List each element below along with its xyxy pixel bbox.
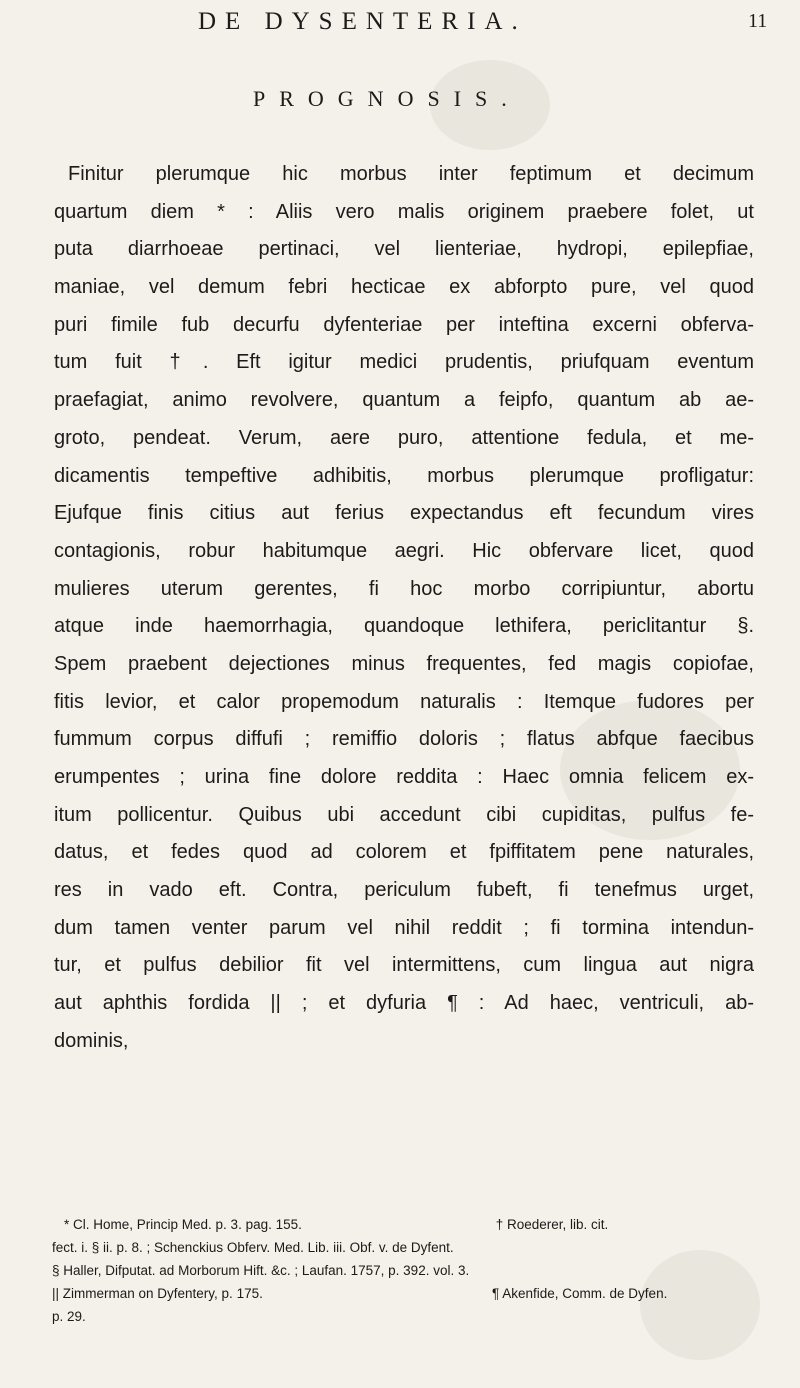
text-line: mulieres uterum gerentes, fi hoc morbo corripiuntur, abortu [54, 577, 754, 600]
text-line: Spem praebent dejectiones minus frequentes, fed magis copiofae, [54, 652, 754, 675]
footnote-roederer: † Roederer, lib. cit. [495, 1217, 609, 1232]
text-line: datus, et fedes quod ad colorem et fpiffitatem pene naturales, [54, 841, 754, 864]
text-line: itum pollicentur. Quibus ubi accedunt cibi cupiditas, pulfus fe- [54, 803, 754, 826]
footnote-row [52, 1213, 754, 1236]
footnote-zimmerman: || Zimmerman on Dyfentery, p. 175. [52, 1286, 263, 1301]
footnote-row [52, 1282, 754, 1305]
text-line: Ejufque finis citius aut ferius expectandus eft fecundum vires [54, 502, 754, 525]
text-line: groto, pendeat. Verum, aere puro, attentione fedula, et me- [54, 426, 754, 449]
text-line: erumpentes ; urina fine dolore reddita : Haec omnia felicem ex- [54, 766, 754, 788]
text-line: dum tamen venter parum vel nihil reddit ; fi tormina intendun- [54, 916, 754, 939]
footnote-haller: § Haller, Difputat. ad Morborum Hift. &c. ; Laufan. 1757, p. 392. vol. 3. [52, 1263, 470, 1278]
text-line: puri fimile fub decurfu dyfenteriae per inteftina excerni obferva- [54, 313, 754, 336]
catchword: dominis, [54, 1029, 129, 1052]
text-line: dicamentis tempeftive adhibitis, morbus plerumque profligatur: [54, 464, 754, 487]
text-line: aut aphthis fordida || ; et dyfuria ¶ : Ad haec, ventriculi, ab- [54, 992, 754, 1015]
running-head: DE DYSENTERIA. [198, 8, 527, 35]
footnote-continuation: p. 29. [52, 1309, 86, 1324]
text-line: quartum diem * : Aliis vero malis originem praebere folet, ut [54, 200, 754, 223]
text-line: fummum corpus diffufi ; remiffio doloris ; flatus abfque faecibus [54, 728, 754, 751]
footnote-continuation: fect. i. § ii. p. 8. ; Schenckius Obferv. Med. Lib. iii. Obf. v. de Dyfent. [52, 1240, 454, 1255]
text-line: puta diarrhoeae pertinaci, vel lienteriae, hydropi, epilepfiae, [54, 238, 754, 261]
footnote-akenside: ¶ Akenfide, Comm. de Dyfen. [492, 1286, 668, 1301]
text-line: res in vado eft. Contra, periculum fubeft, fi tenefmus urget, [54, 879, 754, 902]
text-line: atque inde haemorrhagia, quandoque lethifera, periclitantur §. [54, 615, 754, 638]
text-line: tur, et pulfus debilior fit vel intermittens, cum lingua aut nigra [54, 954, 754, 977]
body-paragraph [54, 156, 754, 1061]
section-title: PROGNOSIS. [253, 86, 521, 111]
footnotes [52, 1213, 754, 1328]
text-line: maniae, vel demum febri hecticae ex abforpto pure, vel quod [54, 276, 754, 299]
text-line: contagionis, robur habitumque aegri. Hic obfervare licet, quod [54, 539, 754, 562]
page-number: 11 [748, 10, 768, 32]
text-line: fitis levior, et calor propemodum naturalis : Itemque fudores per [54, 690, 754, 713]
text-line: Finitur plerumque hic morbus inter feptimum et decimum [68, 163, 754, 185]
footnote-home: * Cl. Home, Princip Med. p. 3. pag. 155. [64, 1217, 302, 1232]
text-line: praefagiat, animo revolvere, quantum a feipfo, quantum ab ae- [54, 389, 754, 412]
text-line: tum fuit †. Eft igitur medici prudentis, priufquam eventum [54, 351, 754, 374]
